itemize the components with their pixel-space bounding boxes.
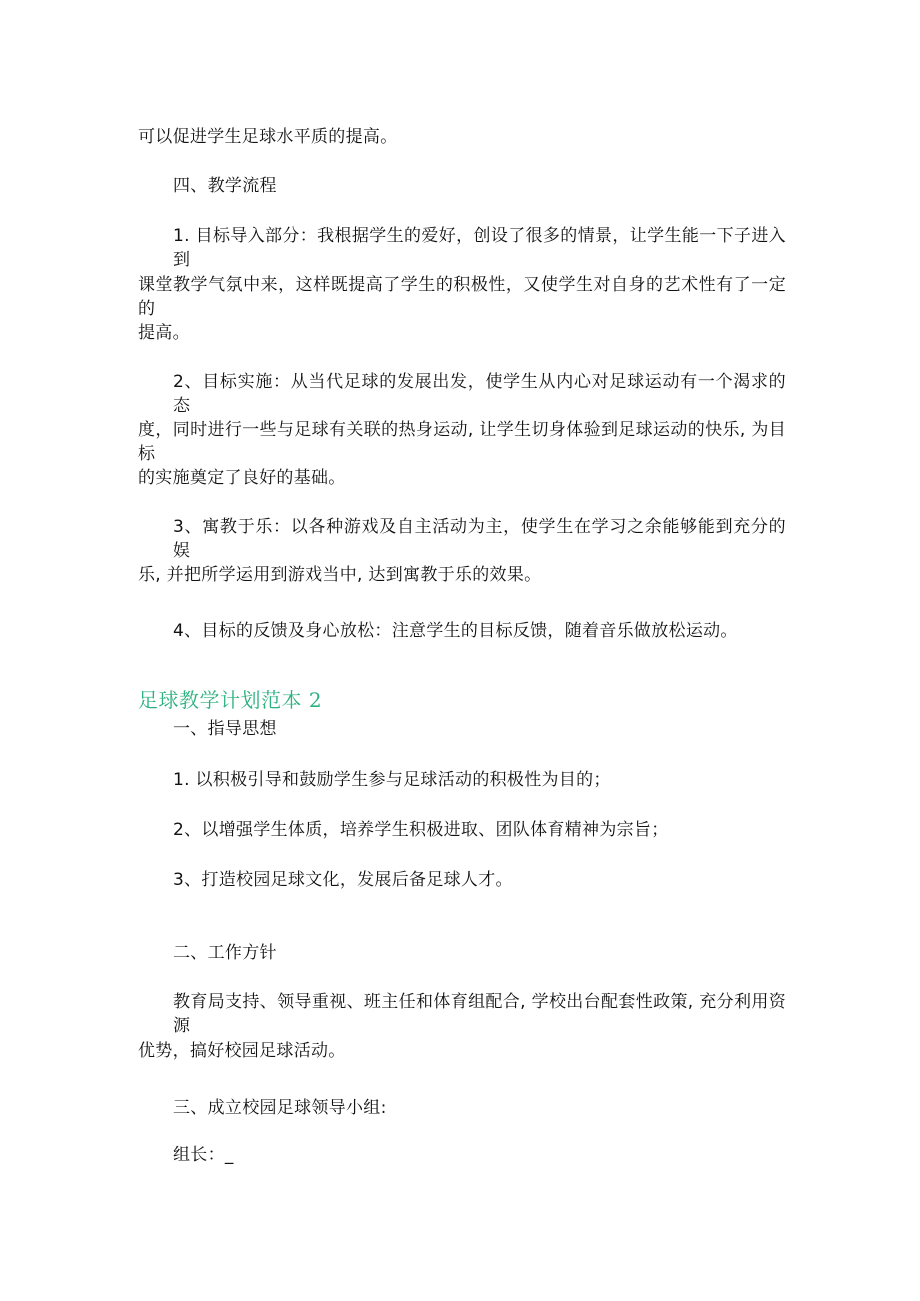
item1-line3: 提高。 (138, 323, 190, 343)
heading-work-policy: 二、工作方针 (173, 943, 277, 963)
item4-line1: 4、目标的反馈及身心放松：注意学生的目标反馈，随着音乐做放松运动。 (173, 621, 738, 641)
item1-line1: 1. 目标导入部分：我根据学生的爱好，创设了很多的情景，让学生能一下子进入到 (173, 226, 786, 270)
item3-line2: 乐, 并把所学运用到游戏当中, 达到寓教于乐的效果。 (138, 565, 542, 585)
item2-line2: 度，同时进行一些与足球有关联的热身运动, 让学生切身体验到足球运动的快乐, 为目标 (138, 420, 786, 464)
item2-line3: 的实施奠定了良好的基础。 (138, 468, 346, 488)
guide-item-3: 3、打造校园足球文化，发展后备足球人才。 (173, 870, 513, 890)
item1-line2: 课堂教学气氛中来，这样既提高了学生的积极性，又使学生对自身的艺术性有了一定的 (138, 275, 786, 319)
section-title: 足球教学计划范本 2 (138, 688, 323, 712)
paragraph-continuation: 可以促进学生足球水平质的提高。 (138, 127, 398, 147)
guide-item-1: 1. 以积极引导和鼓励学生参与足球活动的积极性为目的； (173, 770, 611, 790)
policy-line1: 教育局支持、领导重视、班主任和体育组配合, 学校出台配套性政策, 充分利用资源 (173, 992, 786, 1036)
heading-guiding-thought: 一、指导思想 (173, 719, 277, 739)
policy-line2: 优势，搞好校园足球活动。 (138, 1041, 346, 1061)
item2-line1: 2、目标实施：从当代足球的发展出发，使学生从内心对足球运动有一个渴求的态 (173, 372, 786, 416)
item3-line1: 3、寓教于乐：以各种游戏及自主活动为主，使学生在学习之余能够能到充分的娱 (173, 517, 786, 561)
guide-item-2: 2、以增强学生体质，培养学生积极进取、团队体育精神为宗旨； (173, 820, 669, 840)
leader-label: 组长：_ (173, 1145, 234, 1165)
heading-teaching-process: 四、教学流程 (173, 176, 277, 196)
heading-leadership-group: 三、成立校园足球领导小组: (173, 1098, 387, 1118)
